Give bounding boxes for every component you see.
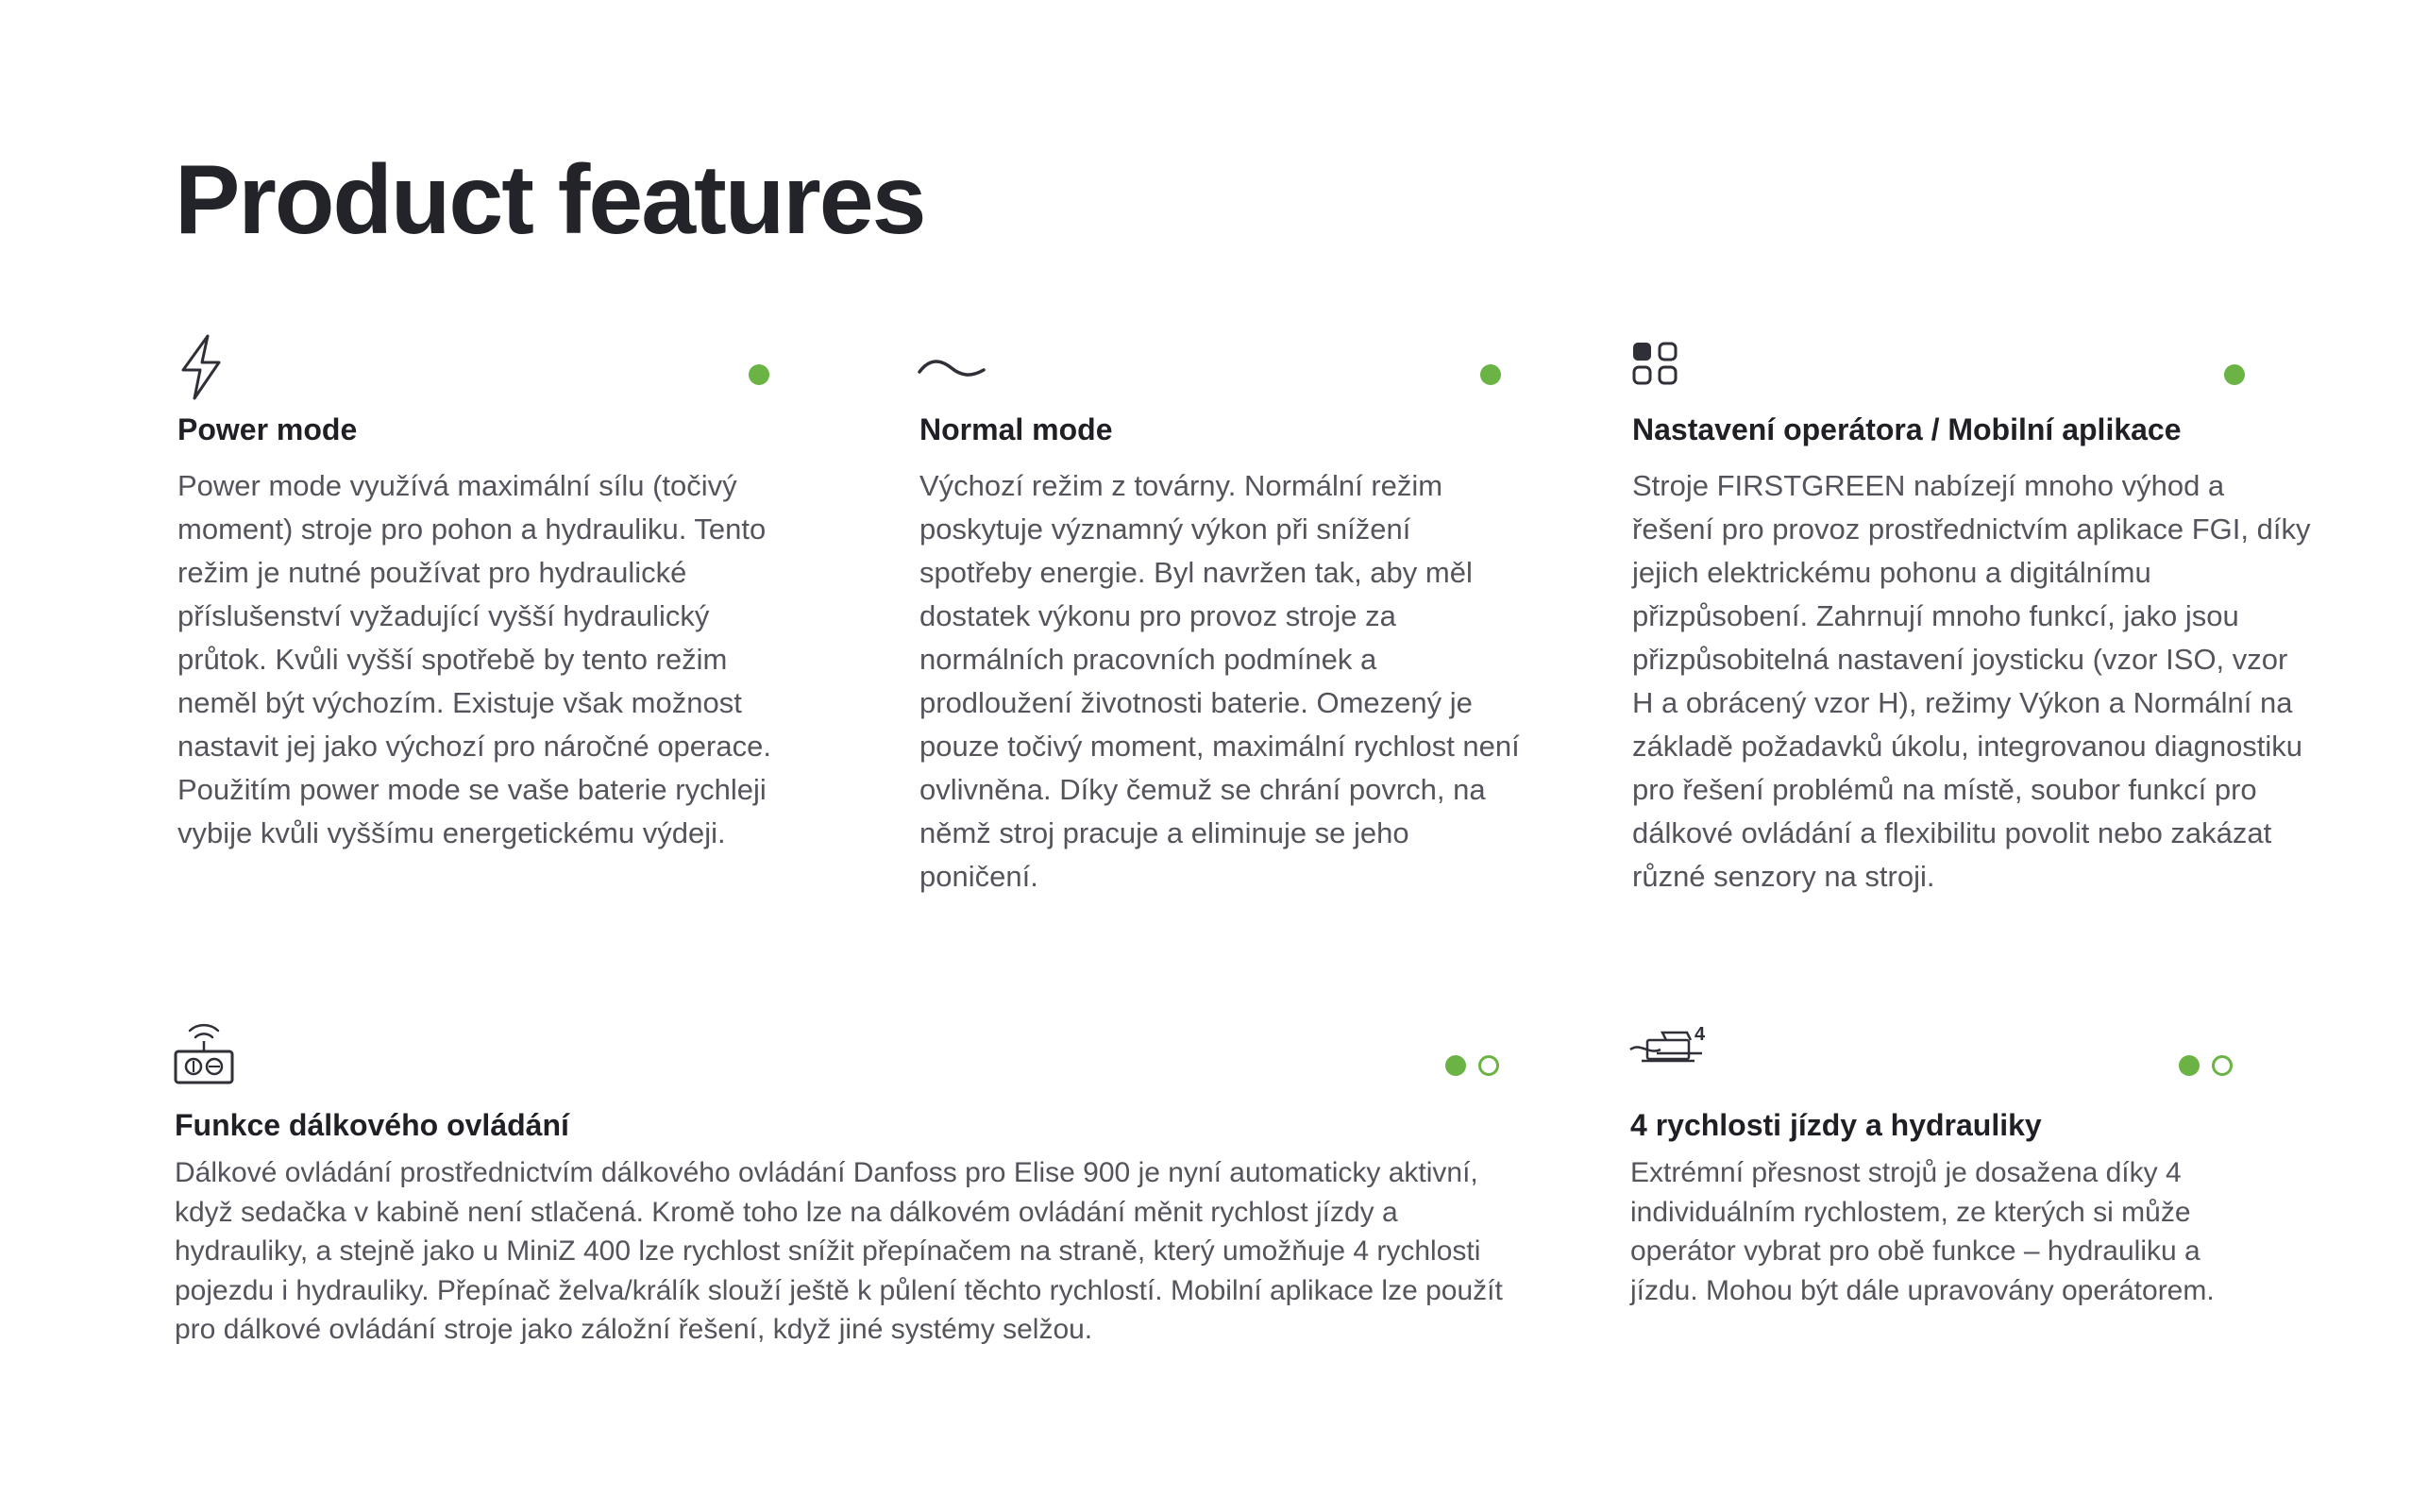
pagination-dots xyxy=(749,364,769,385)
pagination-dots xyxy=(1445,1055,1499,1076)
svg-text:4: 4 xyxy=(1695,1024,1706,1045)
feature-card-remote-control xyxy=(173,1012,1532,1389)
feature-card-normal-mode xyxy=(918,332,1522,908)
dot-filled xyxy=(2179,1055,2200,1076)
feature-description: Dálkové ovládání prostřednictvím dálkového ovládání Danfoss pro Elise 900 je nyní automaticky aktivní, když sedačka v kabině není stlačená. Kromě toho lze na dálkovém ovládání měnit rychlost jízdy a hydrauliky, a stejně jako u MiniZ 400 lze rychlost snížit přepínačem na straně, který umožňuje 4 rychlosti pojezdu i hydrauliky. Přepínač želva/králík slouží ještě k půlení těchto rychlostí. Mobilní aplikace lze použít pro dálkové ovládání stroje jako záložní řešení, když jiné systémy selžou. xyxy=(175,1157,1503,1345)
dot-filled xyxy=(749,364,769,385)
remote-control-icon xyxy=(173,1012,239,1078)
feature-title: Normal mode xyxy=(919,412,1113,446)
feature-description: Výchozí režim z továrny. Normální režim poskytuje významný výkon při snížení spotřeby energie. Byl navržen tak, aby měl dostatek výkonu pro provoz stroje za normálních pracovních podmínek a prodloužení životnosti baterie. Omezený je pouze točivý moment, maximální rychlost není ovlivněna. Díky čemuž se chrání povrch, na němž stroj pracuje a eliminuje se jeho poničení. xyxy=(919,469,1520,893)
feature-title: Nastavení operátora / Mobilní aplikace xyxy=(1632,412,2182,446)
pagination-dots xyxy=(1480,364,1501,385)
feature-description: Stroje FIRSTGREEN nabízejí mnoho výhod a řešení pro provoz prostřednictvím aplikace FGI, díky jejich elektrickému pohonu a digitálnímu přizpůsobení. Zahrnují mnoho funkcí, jako jsou přizpůsobitelná nastavení joysticku (vzor ISO, vzor H a obrácený vzor H), režimy Výkon a Normální na základě požadavků úkolu, integrovanou diagnostiku pro řešení problémů na místě, soubor funkcí pro dálkové ovládání a flexibilitu povolit nebo zakázat různé senzory na stroji. xyxy=(1632,469,2311,893)
feature-title: Funkce dálkového ovládání xyxy=(175,1108,569,1142)
dot-outline xyxy=(2212,1055,2233,1076)
pagination-dots xyxy=(2224,364,2245,385)
dot-filled xyxy=(1445,1055,1466,1076)
feature-title: Power mode xyxy=(177,412,358,446)
dot-filled xyxy=(1480,364,1501,385)
feature-description: Power mode využívá maximální sílu (točivý moment) stroje pro pohon a hydrauliku. Tento režim je nutné používat pro hydraulické příslušenství vyžadující vyšší hydraulický průtok. Kvůli vyšší spotřebě by tento režim neměl být výchozím. Existuje však možnost nastavit jej jako výchozí pro náročné operace. Použitím power mode se vaše baterie rychleji vybije kvůli vyššímu energetickému výdeji. xyxy=(177,469,771,849)
page-title: Product features xyxy=(175,145,925,255)
app-grid-icon xyxy=(1630,332,1696,398)
lightning-bolt-icon xyxy=(176,332,242,398)
dot-outline xyxy=(1478,1055,1499,1076)
feature-description: Extrémní přesnost strojů je dosažena díky 4 individuálním rychlostem, ze kterých si může operátor vybrat pro obě funkce – hydrauliku a jízdu. Mohou být dále upravovány operátorem. xyxy=(1630,1157,2215,1306)
feature-card-operator-settings xyxy=(1630,332,2319,908)
pagination-dots xyxy=(2179,1055,2233,1076)
feature-title: 4 rychlosti jízdy a hydrauliky xyxy=(1630,1108,2042,1142)
tilde-wave-icon xyxy=(918,332,984,398)
feature-card-speeds xyxy=(1628,1012,2289,1389)
speed-gears-icon xyxy=(1628,1012,1706,1078)
feature-card-power-mode xyxy=(176,332,780,908)
dot-filled xyxy=(2224,364,2245,385)
